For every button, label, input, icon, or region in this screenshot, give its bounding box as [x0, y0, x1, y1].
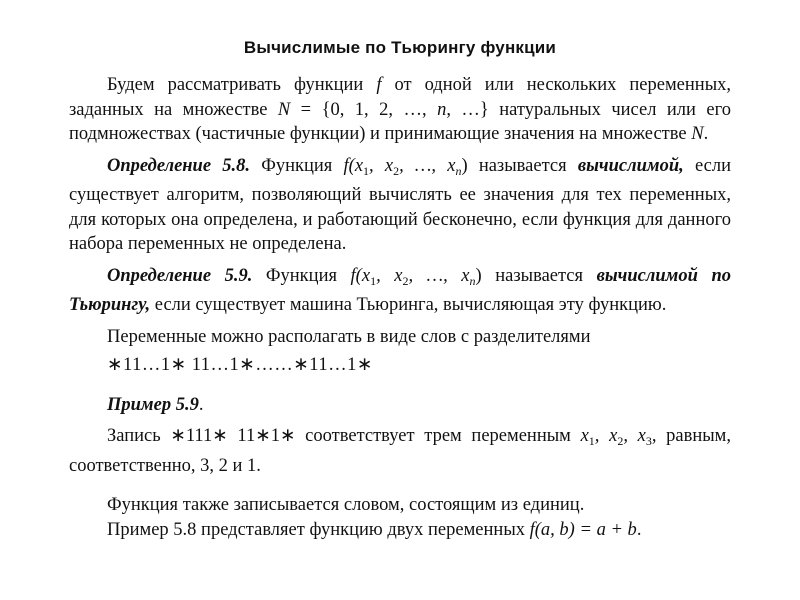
- definition-text: если существует алгоритм, позволяющий вычислять ее значения для тех переменных, для которых она определена, и работающий бесконечно, если функция для данного набора переменных не определена.: [69, 155, 731, 254]
- formula-part: x: [580, 426, 589, 446]
- formula-part: f(x: [350, 265, 371, 286]
- definition-text: если существует машина Тьюринга, вычисляющая эту функцию.: [150, 295, 667, 315]
- formula-part: , x: [623, 426, 646, 446]
- example-dot: .: [636, 519, 642, 540]
- example-text: , равным, соответственно, 3, 2 и 1.: [69, 426, 732, 476]
- definition-text: Функция: [250, 155, 344, 176]
- subscript: 1: [363, 163, 370, 178]
- formula-part: , x: [376, 265, 403, 286]
- function-word-paragraph: Функция также записывается словом, состоящим из единиц.: [107, 495, 585, 515]
- intro-text: Будем рассматривать функции: [107, 75, 377, 95]
- intro-N: N: [691, 124, 704, 144]
- example-heading: [69, 393, 731, 418]
- definition-term: вычислимой по Тьюрингу,: [69, 265, 731, 315]
- variables-paragraph: Переменные можно располагать в виде слов с разделителями: [107, 326, 591, 347]
- intro-set: = {0, 1, 2, …,: [290, 99, 438, 120]
- subscript: 3: [645, 434, 652, 448]
- example-text: Пример 5.8 представляет функцию двух переменных: [107, 519, 530, 540]
- document-body: [69, 73, 731, 542]
- example-dot: .: [198, 394, 204, 415]
- formula-part: ): [461, 155, 468, 176]
- example-text: Запись ∗111∗ 11∗1∗ соответствует трем переменным: [107, 426, 581, 446]
- intro-f: f: [376, 75, 382, 95]
- intro-paragraph: [69, 73, 731, 147]
- definition-label: Определение 5.9.: [107, 265, 253, 286]
- subscript: n: [455, 163, 462, 178]
- formula: f(a, b) = a + b: [529, 519, 637, 540]
- definition-label: Определение 5.8.: [107, 155, 251, 176]
- intro-text: .: [703, 124, 709, 144]
- intro-text: от одной или нескольких переменных, заданных на множестве: [69, 75, 732, 120]
- formula-part: , x: [369, 155, 394, 176]
- formula-part: , …, x: [399, 155, 456, 176]
- formula-part: , x: [594, 426, 618, 446]
- definition-5-9: [69, 264, 731, 318]
- subscript: 2: [393, 163, 400, 178]
- formula-part: , …, x: [408, 265, 470, 286]
- intro-N: N: [277, 99, 291, 120]
- variables-pattern: ∗11…1∗ 11…1∗……∗11…1∗: [107, 355, 373, 375]
- example-paragraph: [69, 424, 731, 478]
- formula-part: f(x: [343, 155, 364, 176]
- formula-part: ): [475, 265, 482, 286]
- subscript: 1: [588, 434, 595, 448]
- definition-text: называется: [467, 155, 578, 176]
- definition-5-8: [69, 154, 731, 257]
- subscript: 2: [617, 434, 624, 448]
- subscript: 2: [402, 273, 409, 288]
- definition-term: вычислимой,: [577, 155, 684, 176]
- subscript: n: [469, 273, 476, 288]
- intro-n: n: [437, 99, 447, 120]
- definition-text: Функция: [252, 265, 351, 286]
- subscript: 1: [370, 273, 377, 288]
- intro-text: , …} натуральных чисел или его подмножествах (частичные функции) и принимающие значения на множестве: [69, 99, 731, 144]
- page-title: Вычислимые по Тьюрингу функции: [243, 38, 557, 57]
- definition-text: называется: [481, 265, 597, 286]
- example-label: Пример 5.9: [107, 394, 199, 415]
- example-5-8-paragraph: [69, 518, 731, 543]
